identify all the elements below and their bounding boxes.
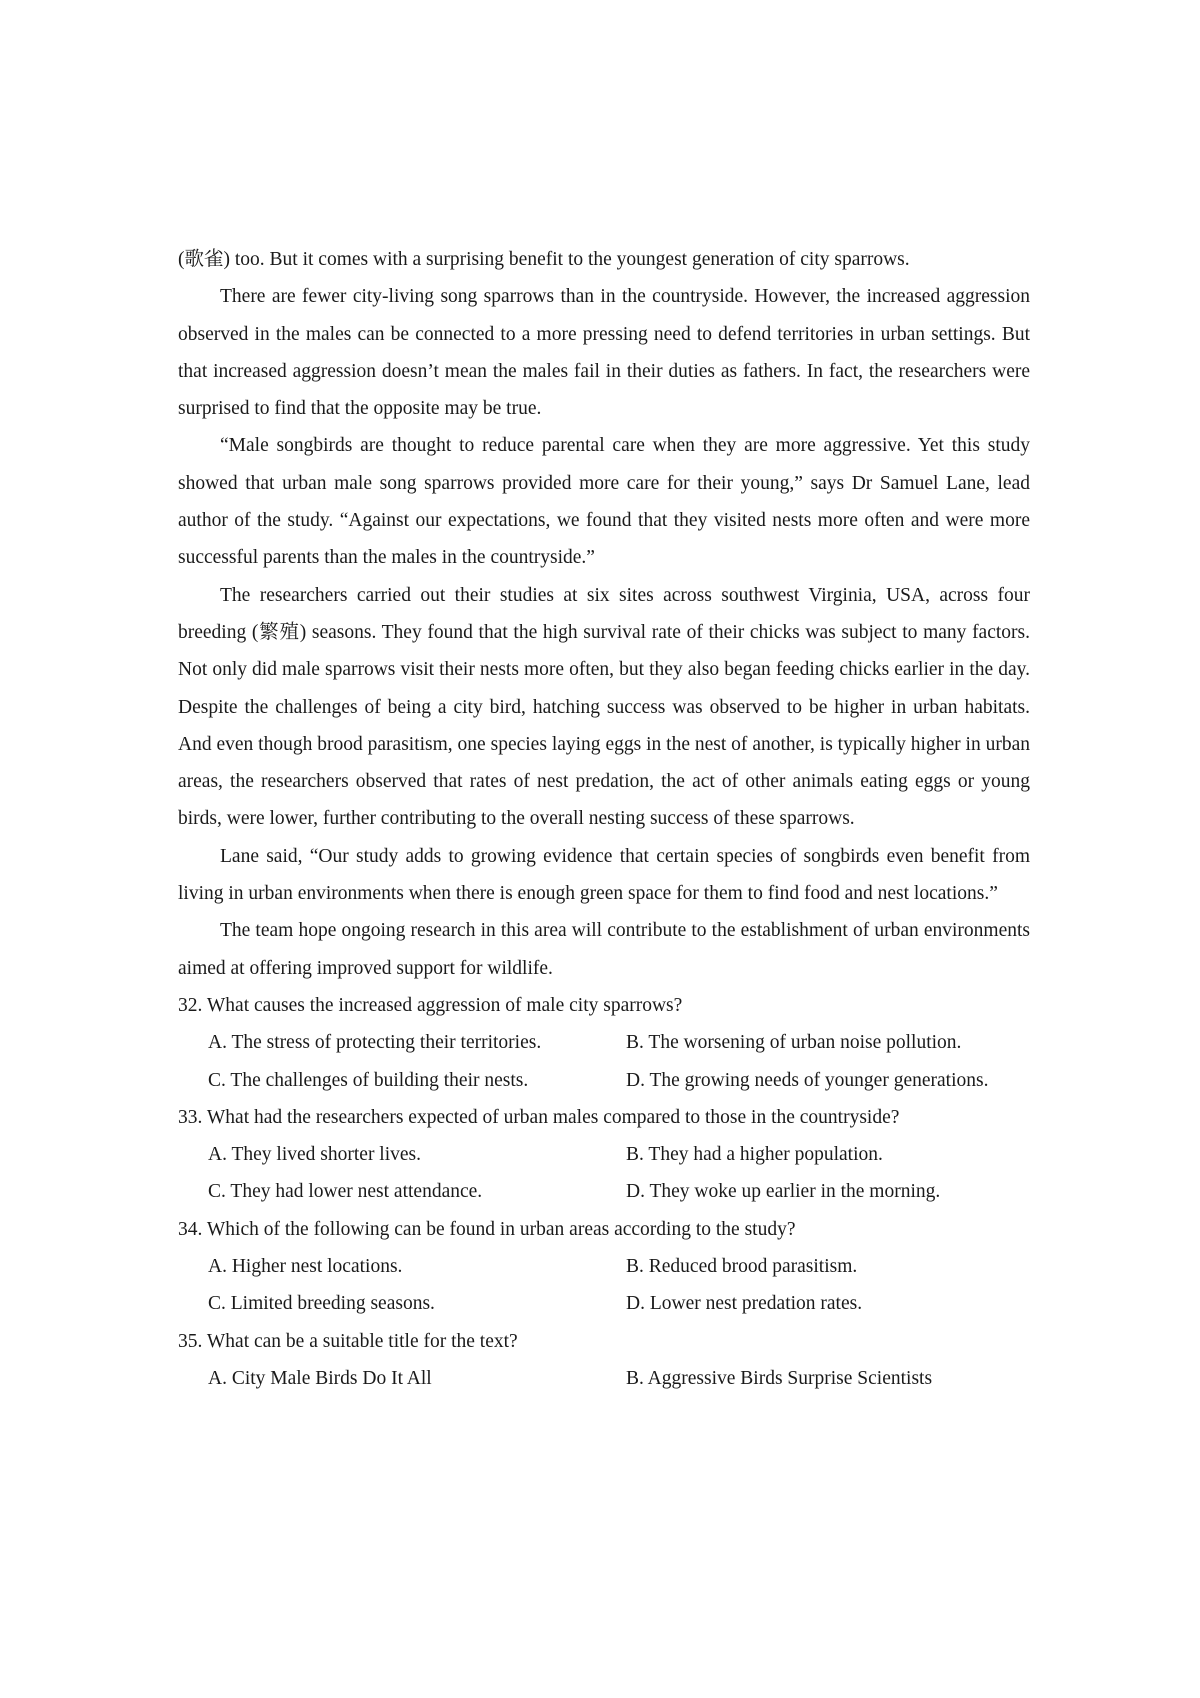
question-33-stem: 33. What had the researchers expected of urban males compared to those in the countryside? bbox=[178, 1106, 900, 1128]
question-32-options-row-1 bbox=[178, 1024, 1030, 1061]
question-34-option-a: A. Higher nest locations. bbox=[208, 1256, 403, 1278]
passage-paragraph-2: There are fewer city-living song sparrows than in the countryside. However, the increased aggression observed in the males can be connected to a more pressing need to defend territories in urban settings. But that increased aggression doesn’t mean the males fail in their duties as fathers. In fact, the researchers were surprised to find that the opposite may be true. bbox=[178, 286, 1030, 420]
question-32-stem: 32. What causes the increased aggression of male city sparrows? bbox=[178, 994, 683, 1016]
question-33-option-c: C. They had lower nest attendance. bbox=[208, 1181, 483, 1203]
question-34-option-b: B. Reduced brood parasitism. bbox=[626, 1256, 858, 1278]
question-34-options-row-1 bbox=[178, 1248, 1030, 1285]
question-34-option-d: D. Lower nest predation rates. bbox=[626, 1293, 863, 1315]
passage-paragraph-4: The researchers carried out their studies at six sites across southwest Virginia, USA, across four breeding (繁殖) seasons. They found that the high survival rate of their chicks was subject to many factors. Not only did male sparrows visit their nests more often, but they also began feeding chicks earlier in the day. Despite the challenges of being a city bird, hatching success was observed to be higher in urban habitats. And even though brood parasitism, one species laying eggs in the nest of another, is typically higher in urban areas, the researchers observed that rates of nest predation, the act of other animals eating eggs or young birds, were lower, further contributing to the overall nesting success of these sparrows. bbox=[178, 584, 1030, 830]
question-34-options-row-2 bbox=[178, 1285, 1030, 1322]
question-34 bbox=[178, 1211, 1030, 1323]
question-35-option-a: A. City Male Birds Do It All bbox=[208, 1367, 432, 1389]
question-32-option-b: B. The worsening of urban noise pollution. bbox=[626, 1032, 962, 1054]
passage-paragraph-6: The team hope ongoing research in this area will contribute to the establishment of urban environments aimed at offering improved support for wildlife. bbox=[178, 920, 1030, 979]
question-33 bbox=[178, 1099, 1030, 1211]
reading-passage bbox=[178, 241, 1030, 987]
question-33-option-d: D. They woke up earlier in the morning. bbox=[626, 1181, 941, 1203]
question-33-options-row-2 bbox=[178, 1173, 1030, 1210]
exam-page bbox=[178, 241, 1030, 1397]
question-block bbox=[178, 987, 1030, 1397]
question-32-option-c: C. The challenges of building their nests. bbox=[208, 1069, 529, 1091]
question-32-option-a: A. The stress of protecting their territories. bbox=[208, 1032, 542, 1054]
question-33-option-a: A. They lived shorter lives. bbox=[208, 1144, 422, 1166]
question-32 bbox=[178, 987, 1030, 1099]
question-35-options-row-1 bbox=[178, 1360, 1030, 1397]
question-33-options-row-1 bbox=[178, 1136, 1030, 1173]
question-35-stem: 35. What can be a suitable title for the text? bbox=[178, 1330, 518, 1352]
question-34-option-c: C. Limited breeding seasons. bbox=[208, 1293, 435, 1315]
question-35 bbox=[178, 1323, 1030, 1398]
question-35-option-b: B. Aggressive Birds Surprise Scientists bbox=[626, 1367, 933, 1389]
question-34-stem: 34. Which of the following can be found in urban areas according to the study? bbox=[178, 1218, 796, 1240]
question-32-option-d: D. The growing needs of younger generations. bbox=[626, 1069, 989, 1091]
question-32-options-row-2 bbox=[178, 1062, 1030, 1099]
passage-paragraph-1: (歌雀) too. But it comes with a surprising benefit to the youngest generation of city sparrows. bbox=[178, 249, 910, 270]
passage-paragraph-5: Lane said, “Our study adds to growing evidence that certain species of songbirds even benefit from living in urban environments when there is enough green space for them to find food and nest locations.” bbox=[178, 845, 1030, 905]
passage-paragraph-3: “Male songbirds are thought to reduce parental care when they are more aggressive. Yet this study showed that urban male song sparrows provided more care for their young,” says Dr Samuel Lane, lead author of the study. “Against our expectations, we found that they visited nests more often and were more successful parents than the males in the countryside.” bbox=[178, 435, 1030, 569]
question-33-option-b: B. They had a higher population. bbox=[626, 1144, 883, 1166]
